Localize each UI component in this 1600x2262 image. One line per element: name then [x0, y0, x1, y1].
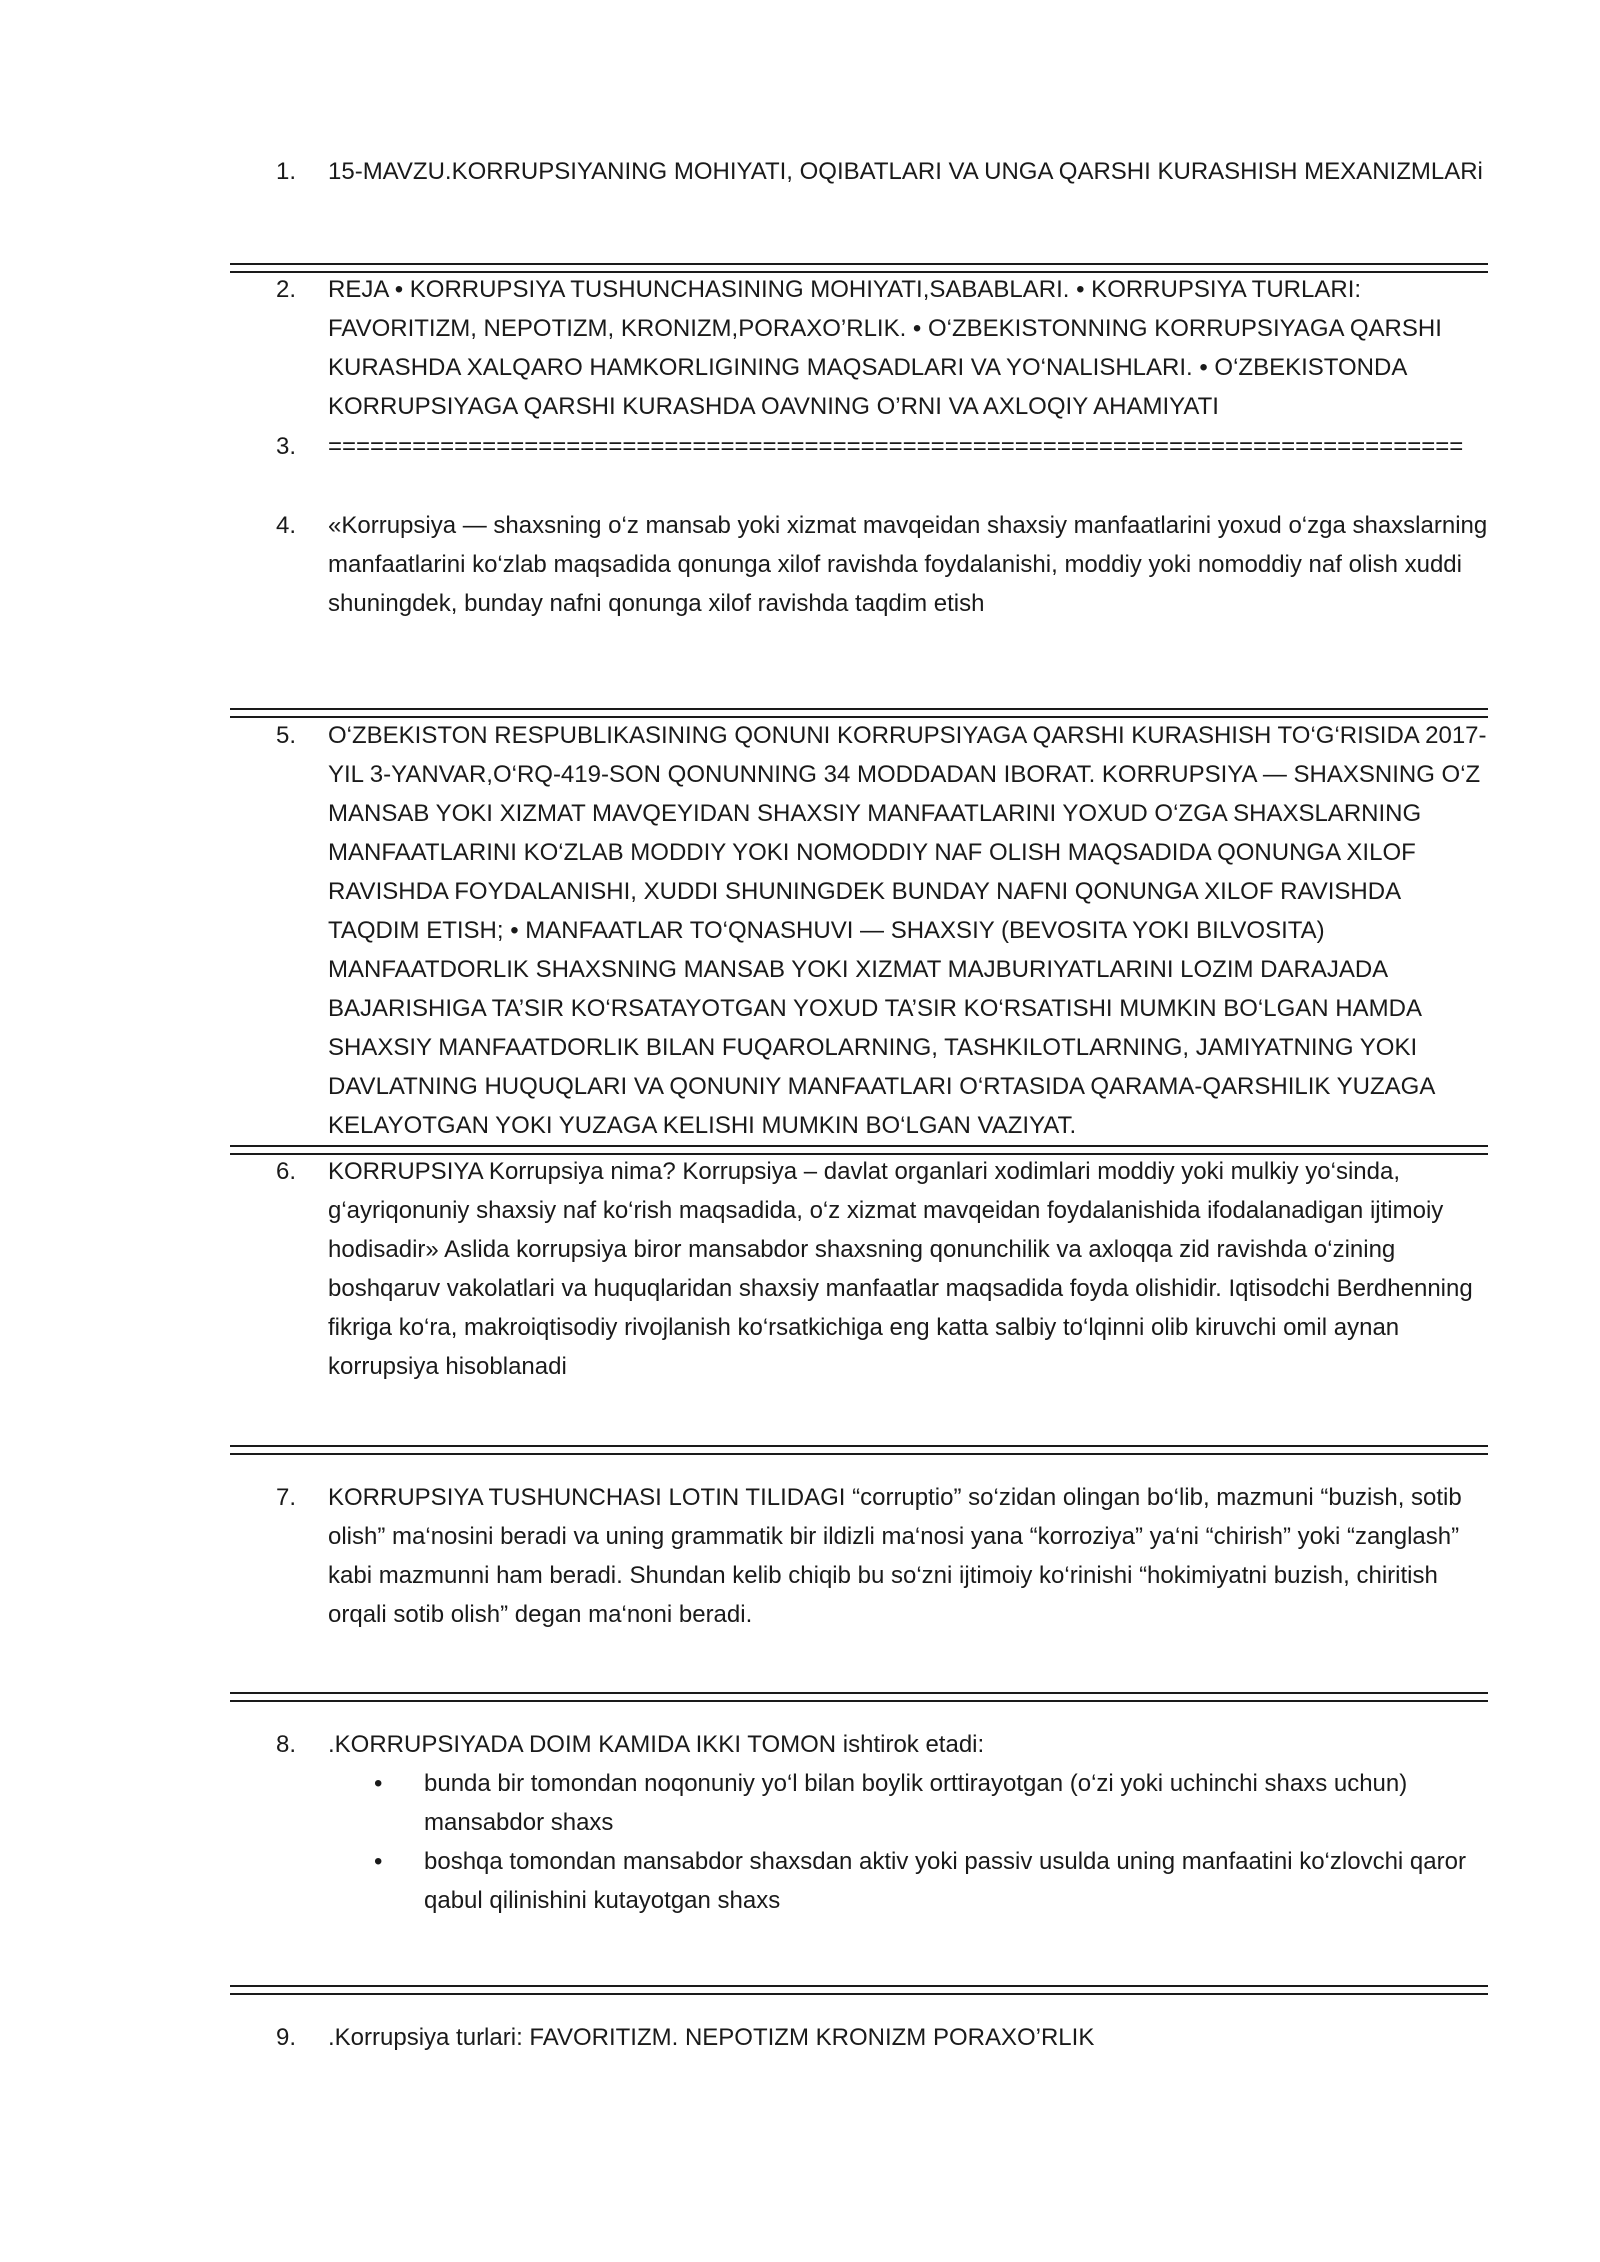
item-number: 6. [276, 1158, 297, 1185]
double-rule-separator [230, 1985, 1488, 1995]
item-number: 4. [276, 512, 297, 539]
bullet-text: bunda bir tomondan noqonuniy yo‘l bilan boylik orttirayotgan (o‘zi yoki uchinchi shaxs uchun) mansabdor shaxs [424, 1770, 1408, 1836]
item-number: 7. [276, 1484, 297, 1511]
item-text: ================================================================================= [328, 433, 1464, 460]
double-rule-separator [230, 1445, 1488, 1455]
item-text: O‘ZBEKISTON RESPUBLIKASINING QONUNI KORRUPSIYAGA QARSHI KURASHISH TO‘G‘RISIDA 2017-YIL 3-YANVAR,O‘RQ-419-SON QONUNNING 34 MODDADAN IBORAT. KORRUPSIYA — SHAXSNING O‘Z MANSAB YOKI XIZMAT MAVQEYIDAN SHAXSIY MANFAATLARINI YOXUD O‘ZGA SHAXSLARNING MANFAATLARINI KO‘ZLAB MODDIY YOKI NOMODDIY NAF OLISH MAQSADIDA QONUNGA XILOF RAVISHDA FOYDALANISHI, XUDDI SHUNINGDEK BUNDAY NAFNI QONUNGA XILOF RAVISHDA TAQDIM ETISH; • MANFAATLAR TO‘QNASHUVI — SHAXSIY (BEVOSITA YOKI BILVOSITA) MANFAATDORLIK SHAXSNING MANSAB YOKI XIZMAT MAJBURIYATLARINI LOZIM DARAJADA BAJARISHIGA TA’SIR KO‘RSATAYOTGAN YOXUD TA’SIR KO‘RSATISHI MUMKIN BO‘LGAN HAMDA SHAXSIY MANFAATDORLIK BILAN FUQAROLARNING, TASHKILOTLARNING, JAMIYATNING YOKI DAVLATNING HUQUQLARI VA QONUNIY MANFAATLARI O‘RTASIDA QARAMA-QARSHILIK YUZAGA KELAYOTGAN YOKI YUZAGA KELISHI MUMKIN BO‘LGAN VAZIYAT. [328, 722, 1487, 1139]
item-text: .KORRUPSIYADA DOIM KAMIDA IKKI TOMON ishtirok etadi: [328, 1731, 985, 1758]
item-text: KORRUPSIYA Korrupsiya nima? Korrupsiya – davlat organlari xodimlari moddiy yoki mulkiy yo‘sinda, g‘ayriqonuniy shaxsiy naf ko‘rish maqsadida, o‘z xizmat mavqeidan foydalanishida ifodalanadigan ijtimoiy hodisadir» Aslida korrupsiya biror mansabdor shaxsning qonunchilik va axloqqa zid ravishda o‘zining boshqaruv vakolatlari va huquqlaridan shaxsiy manfaatlar maqsadida foyda olishidir. Iqtisodchi Berdhenning fikriga ko‘ra, makroiqtisodiy rivojlanish ko‘rsatkichiga eng katta salbiy to‘lqinni olib kiruvchi omil aynan korrupsiya hisoblanadi [328, 1158, 1473, 1380]
bullet-icon: • [374, 1848, 383, 1875]
item-number: 2. [276, 276, 297, 303]
item-text: «Korrupsiya — shaxsning o‘z mansab yoki xizmat mavqeidan shaxsiy manfaatlarini yoxud o‘zga shaxslarning manfaatlarini ko‘zlab maqsadida qonunga xilof ravishda foydalanishi, moddiy yoki nomoddiy naf olish xuddi shuningdek, bunday nafni qonunga xilof ravishda taqdim etish [328, 512, 1488, 617]
bullet-icon: • [374, 1770, 383, 1797]
item-number: 3. [276, 433, 297, 460]
item-number: 1. [276, 158, 297, 185]
bullet-text: boshqa tomondan mansabdor shaxsdan aktiv yoki passiv usulda uning manfaatini ko‘zlovchi qaror qabul qilinishini kutayotgan shaxs [424, 1848, 1466, 1914]
item-text: KORRUPSIYA TUSHUNCHASI LOTIN TILIDAGI “corruptio” so‘zidan olingan bo‘lib, mazmuni “buzish, sotib olish” ma‘nosini beradi va uning grammatik bir ildizli ma‘nosi yana “korroziya” ya‘ni “chirish” yoki “zanglash” kabi mazmunni ham beradi. Shundan kelib chiqib bu so‘zni ijtimoiy ko‘rinishi “hokimiyatni buzish, chiritish orqali sotib olish” degan ma‘noni beradi. [328, 1484, 1462, 1628]
item-text: .Korrupsiya turlari: FAVORITIZM. NEPOTIZM KRONIZM PORAXO’RLIK [328, 2024, 1095, 2051]
item-text: REJA • KORRUPSIYA TUSHUNCHASINING MOHIYATI,SABABLARI. • KORRUPSIYA TURLARI: FAVORITIZM, NEPOTIZM, KRONIZM,PORAXO’RLIK. • O‘ZBEKISTONNING KORRUPSIYAGA QARSHI KURASHDA XALQARO HAMKORLIGINING MAQSADLARI VA YO‘NALISHLARI. • O‘ZBEKISTONDA KORRUPSIYAGA QARSHI KURASHDA OAVNING O’RNI VA AXLOQIY AHAMIYATI [328, 276, 1442, 420]
item-number: 8. [276, 1731, 297, 1758]
item-number: 9. [276, 2024, 297, 2051]
item-text: 15-MAVZU.KORRUPSIYANING MOHIYATI, OQIBATLARI VA UNGA QARSHI KURASHISH MEXANIZMLARi [328, 158, 1483, 185]
double-rule-separator [230, 1692, 1488, 1702]
item-number: 5. [276, 722, 297, 749]
